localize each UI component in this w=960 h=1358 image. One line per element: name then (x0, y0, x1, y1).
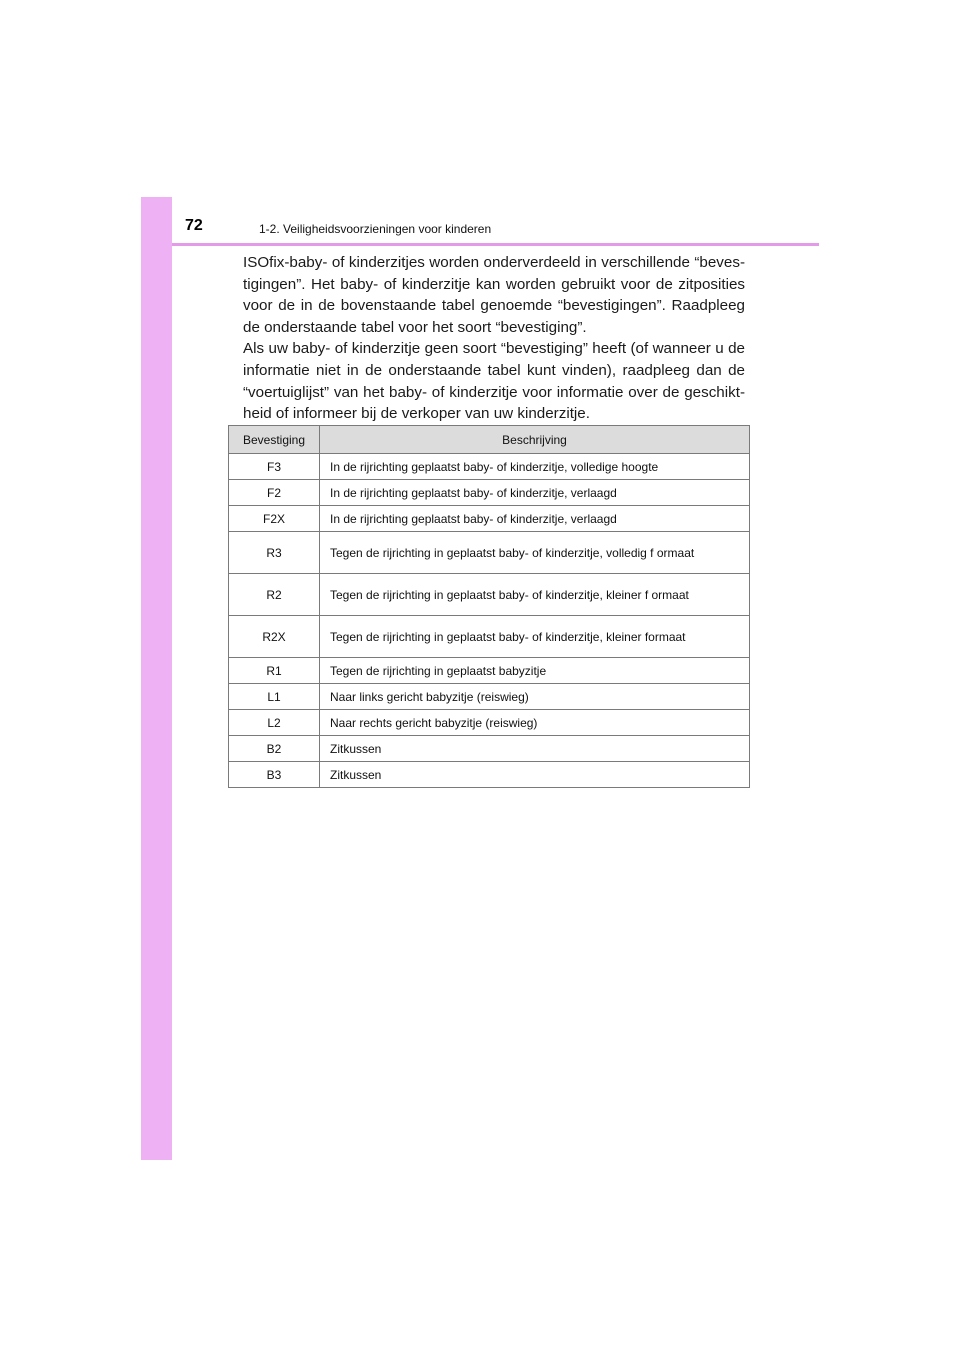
attachment-description: Tegen de rijrichting in geplaatst baby- of kinderzitje, kleiner formaat (320, 616, 750, 658)
attachment-code: B2 (229, 736, 320, 762)
page-number: 72 (185, 217, 203, 234)
table-row (229, 506, 750, 532)
isofix-attachment-table (228, 425, 750, 788)
column-header-description: Beschrijving (320, 426, 750, 454)
attachment-code: F2X (229, 506, 320, 532)
body-text (243, 252, 745, 425)
table-row (229, 658, 750, 684)
attachment-code: L1 (229, 684, 320, 710)
table-row (229, 762, 750, 788)
attachment-description: Tegen de rijrichting in geplaatst babyzitje (320, 658, 750, 684)
attachment-description: Naar rechts gericht babyzitje (reiswieg) (320, 710, 750, 736)
table-row (229, 684, 750, 710)
attachment-code: L2 (229, 710, 320, 736)
chapter-side-bar (141, 197, 172, 1160)
table-row (229, 454, 750, 480)
attachment-description: Naar links gericht babyzitje (reiswieg) (320, 684, 750, 710)
attachment-description: In de rijrichting geplaatst baby- of kinderzitje, verlaagd (320, 480, 750, 506)
attachment-code: R3 (229, 532, 320, 574)
table-row (229, 736, 750, 762)
paragraph-vehicle-list: Als uw baby- of kinderzitje geen soort “bevestiging” heeft (of wanneer u de informatie niet in de onderstaande tabel kunt vinden), raadpleeg dan de “voertuiglijst” van het baby- of kinderzitje voor informatie over de geschiktheid of informeer bij de verkoper van uw kinderzitje. (243, 340, 745, 423)
attachment-description: In de rijrichting geplaatst baby- of kinderzitje, volledige hoogte (320, 454, 750, 480)
attachment-code: F2 (229, 480, 320, 506)
attachment-description: Tegen de rijrichting in geplaatst baby- of kinderzitje, volledig f ormaat (320, 532, 750, 574)
attachment-description: Zitkussen (320, 736, 750, 762)
table-row (229, 710, 750, 736)
paragraph-attachment-types: ISOfix-baby- of kinderzitjes worden onderverdeeld in verschillende “bevestigingen”. Het baby- of kinderzitje kan worden gebruikt voor de zitposities voor de in de bovenstaande tabel genoemde “bevestigingen”. Raadpleeg de onderstaande tabel voor het soort “bevestiging”. (243, 254, 745, 336)
table-header-row (229, 426, 750, 454)
table-row (229, 574, 750, 616)
attachment-description: Tegen de rijrichting in geplaatst baby- of kinderzitje, kleiner f ormaat (320, 574, 750, 616)
header-rule (172, 243, 819, 246)
attachment-code: R2 (229, 574, 320, 616)
table-row (229, 480, 750, 506)
attachment-description: Zitkussen (320, 762, 750, 788)
attachment-description: In de rijrichting geplaatst baby- of kinderzitje, verlaagd (320, 506, 750, 532)
attachment-code: F3 (229, 454, 320, 480)
section-title: 1-2. Veiligheidsvoorzieningen voor kinderen (259, 222, 492, 236)
attachment-code: B3 (229, 762, 320, 788)
table-row (229, 616, 750, 658)
table-row (229, 532, 750, 574)
column-header-attachment: Bevestiging (229, 426, 320, 454)
attachment-code: R1 (229, 658, 320, 684)
attachment-code: R2X (229, 616, 320, 658)
